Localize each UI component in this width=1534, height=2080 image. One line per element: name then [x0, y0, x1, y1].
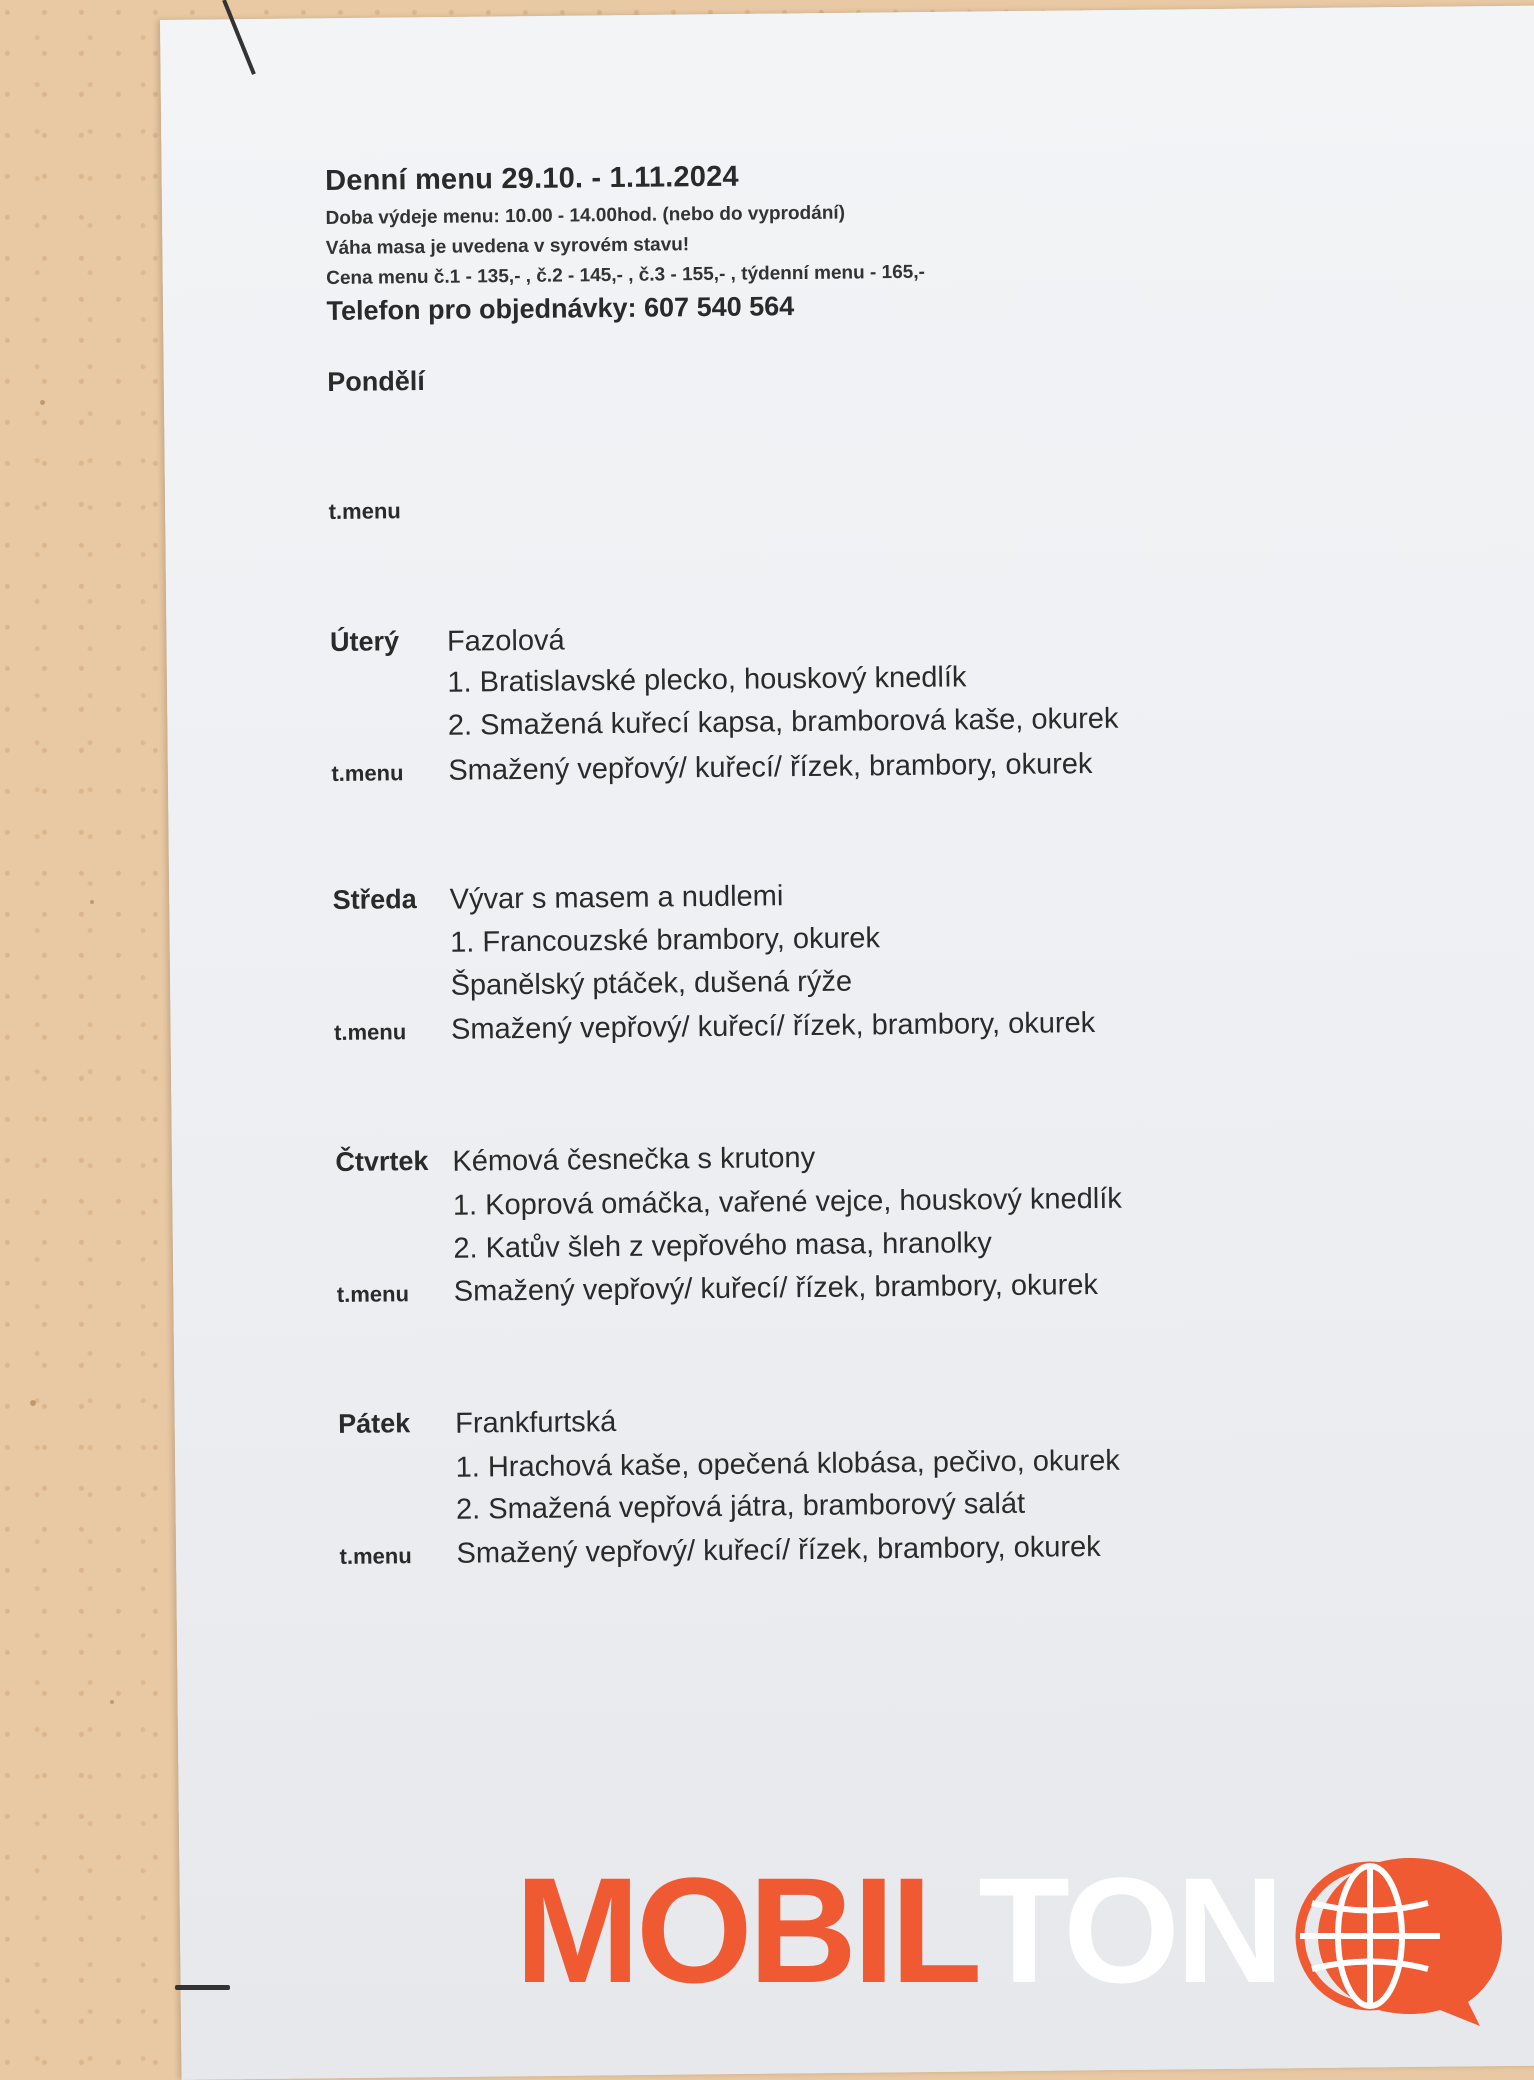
dish-2: Španělský ptáček, dušená rýže [450, 965, 853, 1002]
wall-speck [110, 1700, 114, 1704]
tmenu-dish: Smažený vepřový/ kuřecí/ řízek, brambory, okurek [450, 1006, 1096, 1046]
dish-2: 2. Smažená kuřecí kapsa, bramborová kaše, okurek [447, 702, 1119, 742]
day-label: Pátek [338, 1408, 411, 1439]
wall-speck [90, 900, 94, 904]
globe-speech-bubble-icon [1290, 1848, 1510, 2028]
prices: Cena menu č.1 - 135,- , č.2 - 145,- , č.3 - 155,- , týdenní menu - 165,- [326, 261, 925, 289]
dish-1: 1. Koprová omáčka, vařené vejce, houskový knedlík [452, 1182, 1123, 1222]
day-section [327, 358, 1230, 627]
day-label: Pondělí [327, 365, 425, 397]
mobilton-watermark [515, 1845, 1281, 2014]
soup: Vývar s masem a nudlemi [449, 880, 784, 916]
soup: Fazolová [446, 624, 565, 658]
dish-2: 2. Katův šleh z vepřového masa, hranolky [453, 1227, 992, 1265]
tmenu-dish: Smažený vepřový/ kuřecí/ řízek, brambory, okurek [453, 1268, 1099, 1308]
weight-note: Váha masa je uvedena v syrovém stavu! [325, 234, 690, 259]
wall-speck [30, 1400, 36, 1406]
day-section [335, 1138, 1238, 1409]
dish-1: 1. Francouzské brambory, okurek [449, 922, 881, 959]
soup: Kémová česnečka s krutony [452, 1141, 816, 1178]
menu-title: Denní menu 29.10. - 1.11.2024 [325, 160, 739, 197]
phone: Telefon pro objednávky: 607 540 564 [326, 291, 795, 326]
day-label: Úterý [329, 626, 400, 657]
day-section [330, 618, 1233, 885]
tmenu-label: t.menu [333, 1019, 407, 1045]
tmenu-dish: Smažený vepřový/ kuřecí/ řízek, brambory, okurek [448, 747, 1093, 787]
tmenu-dish: Smažený vepřový/ kuřecí/ řízek, brambory, okurek [456, 1530, 1101, 1570]
day-section [333, 876, 1236, 1147]
watermark-part-b: TON [978, 1845, 1281, 2014]
tmenu-label: t.menu [328, 498, 401, 524]
tmenu-label: t.menu [336, 1281, 410, 1307]
day-label: Středa [332, 884, 417, 915]
day-label: Čtvrtek [335, 1145, 429, 1177]
dish-1: 1. Bratislavské plecko, houskový knedlík [447, 661, 967, 699]
soup: Frankfurtská [455, 1406, 617, 1440]
wall-speck [40, 400, 45, 405]
menu-content [325, 156, 1240, 1609]
day-section [338, 1400, 1240, 1609]
pin-mark [175, 1985, 230, 1990]
watermark-part-a: MOBIL [515, 1845, 979, 2014]
tmenu-label: t.menu [339, 1543, 412, 1569]
dish-2: 2. Smažená vepřová játra, bramborový salát [455, 1487, 1026, 1526]
dish-1: 1. Hrachová kaše, opečená klobása, pečivo, okurek [455, 1444, 1120, 1484]
serving-time: Doba výdeje menu: 10.00 - 14.00hod. (nebo do vyprodání) [325, 202, 846, 229]
tmenu-label: t.menu [331, 760, 404, 786]
